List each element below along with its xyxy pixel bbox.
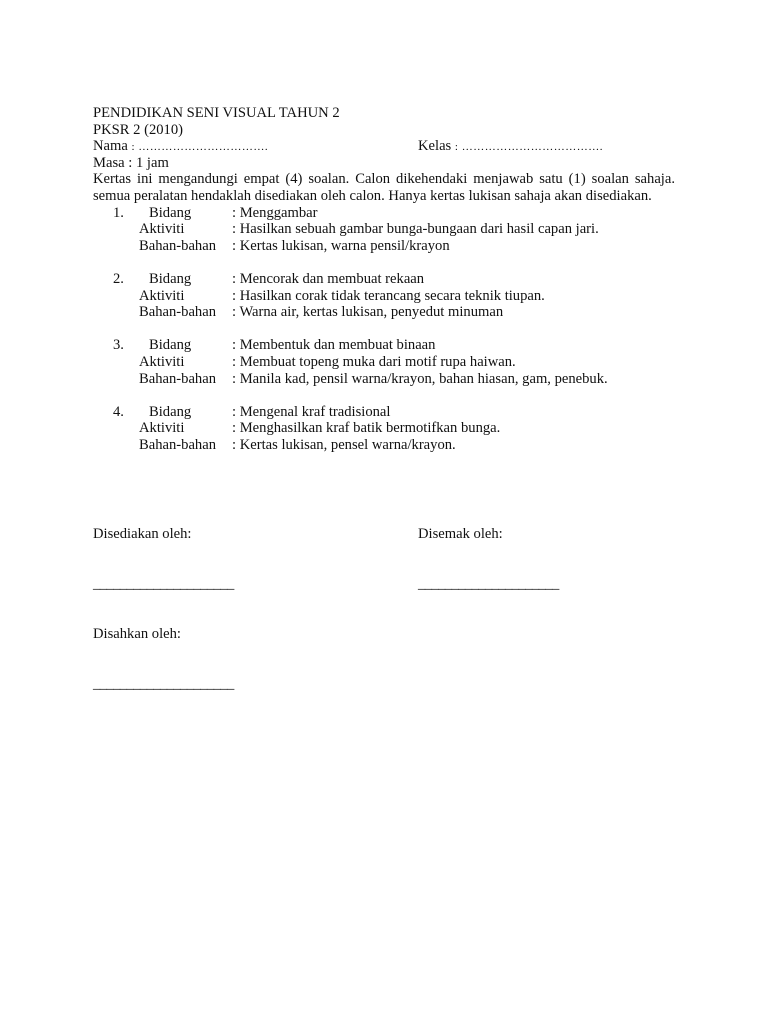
question-item xyxy=(93,271,675,321)
aktiviti-label: Aktiviti xyxy=(139,287,185,304)
prepared-by-signature-line: _____________________ xyxy=(93,575,234,592)
question-number: 2. xyxy=(113,270,124,287)
aktiviti-value: : Menghasilkan kraf batik bermotifkan bunga. xyxy=(232,420,501,437)
bahan-label: Bahan-bahan xyxy=(139,237,216,254)
question-item xyxy=(93,337,675,387)
bahan-value: : Warna air, kertas lukisan, penyedut minuman xyxy=(232,304,504,321)
bahan-label: Bahan-bahan xyxy=(139,370,216,387)
bidang-value: : Menggambar xyxy=(232,204,318,221)
nama-kelas-row xyxy=(93,138,675,155)
kelas-field: : ………………………………. xyxy=(454,141,603,154)
approved-by-label: Disahkan oleh: xyxy=(93,626,181,642)
checked-by-signature-line: _____________________ xyxy=(418,575,559,592)
masa-value: : 1 jam xyxy=(128,154,169,171)
bidang-label: Bidang xyxy=(149,270,192,287)
aktiviti-value: : Hasilkan corak tidak terancang secara teknik tiupan. xyxy=(232,287,545,304)
approved-by-block xyxy=(93,626,234,692)
checked-by-block xyxy=(418,526,559,592)
question-item xyxy=(93,404,675,454)
aktiviti-label: Aktiviti xyxy=(139,221,185,238)
bidang-label: Bidang xyxy=(149,204,192,221)
approved-by-signature-line: _____________________ xyxy=(93,675,234,692)
bidang-value: : Membentuk dan membuat binaan xyxy=(232,337,436,354)
bidang-label: Bidang xyxy=(149,337,192,354)
question-number: 4. xyxy=(113,403,124,420)
question-item xyxy=(93,205,675,255)
nama-field: : ……………………………. xyxy=(131,141,269,154)
prepared-by-label: Disediakan oleh: xyxy=(93,526,192,542)
bahan-value: : Kertas lukisan, pensel warna/krayon. xyxy=(232,436,456,453)
kelas-label: Kelas xyxy=(418,138,452,155)
bidang-value: : Mencorak dan membuat rekaan xyxy=(232,270,425,287)
instructions-paragraph: Kertas ini mengandungi empat (4) soalan. Calon dikehendaki menjawab satu (1) soalan sahaja. semua peralatan hendaklah disediakan oleh calon. Hanya kertas lukisan sahaja akan disediakan. xyxy=(93,171,675,204)
nama-label: Nama xyxy=(93,138,128,155)
prepared-by-block xyxy=(93,526,234,592)
question-number: 3. xyxy=(113,337,124,354)
bidang-value: : Mengenal kraf tradisional xyxy=(232,403,391,420)
aktiviti-value: : Membuat topeng muka dari motif rupa haiwan. xyxy=(232,353,516,370)
bidang-label: Bidang xyxy=(149,403,192,420)
masa-row xyxy=(93,155,675,172)
signature-section xyxy=(93,526,675,706)
document-title: PENDIDIKAN SENI VISUAL TAHUN 2 xyxy=(93,105,340,121)
bahan-label: Bahan-bahan xyxy=(139,436,216,453)
document-body xyxy=(93,105,675,470)
aktiviti-value: : Hasilkan sebuah gambar bunga-bungaan dari hasil capan jari. xyxy=(232,221,599,238)
bahan-value: : Manila kad, pensil warna/krayon, bahan hiasan, gam, penebuk. xyxy=(232,370,608,387)
kelas-group xyxy=(418,138,603,156)
bahan-value: : Kertas lukisan, warna pensil/krayon xyxy=(232,237,450,254)
bahan-label: Bahan-bahan xyxy=(139,304,216,321)
masa-label: Masa xyxy=(93,154,125,171)
checked-by-label: Disemak oleh: xyxy=(418,526,503,542)
aktiviti-label: Aktiviti xyxy=(139,353,185,370)
question-list xyxy=(93,205,675,454)
question-number: 1. xyxy=(113,204,124,221)
paper-code: PKSR 2 (2010) xyxy=(93,121,184,138)
aktiviti-label: Aktiviti xyxy=(139,420,185,437)
